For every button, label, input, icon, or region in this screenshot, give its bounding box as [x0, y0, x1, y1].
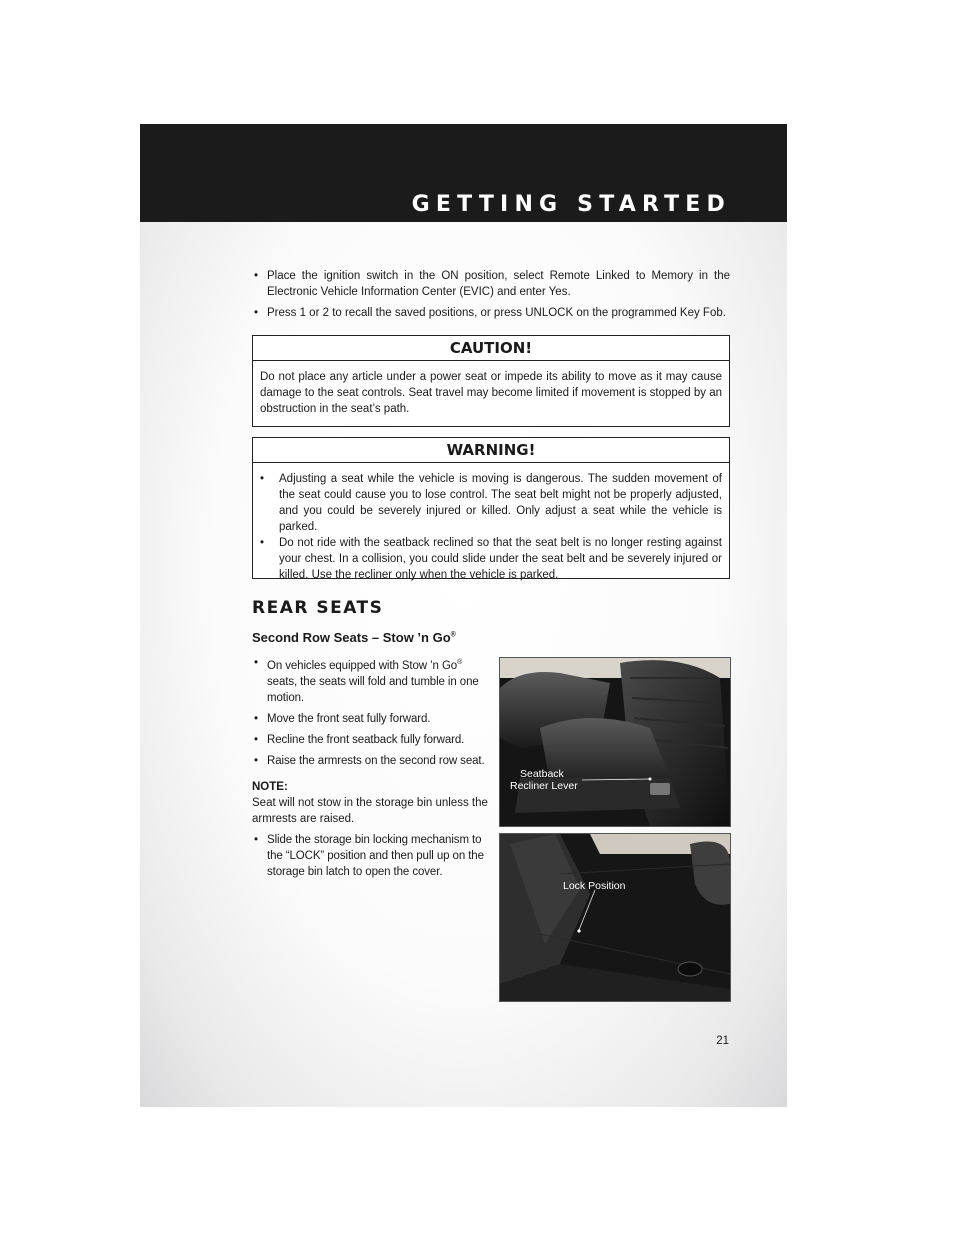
list-item: • Move the front seat fully forward. — [252, 711, 488, 727]
instruction-list-2 — [252, 832, 488, 880]
list-item: • Adjusting a seat while the vehicle is moving is dangerous. The sudden movement of the seat could cause you to lose control. The seat belt might not be properly adjusted, and you could be severely injured or killed. Only adjust a seat while the vehicle is parked. — [260, 471, 722, 535]
header-title: GETTING STARTED — [411, 192, 731, 217]
list-item: • Raise the armrests on the second row seat. — [252, 753, 488, 769]
registered-mark: ® — [457, 659, 463, 666]
warning-box — [252, 437, 730, 579]
list-item — [252, 655, 488, 706]
caution-text: Do not place any article under a power seat or impede its ability to move as it may cause damage to the seat controls. Seat travel may become limited if movement is stopped by an obstruction in the seat’s path. — [260, 371, 722, 415]
instructions-column — [252, 655, 488, 885]
bin-photo-drawing — [500, 834, 730, 1001]
warning-list — [260, 471, 722, 583]
seat-recliner-photo — [499, 657, 731, 827]
photo-label: Lock Position — [563, 880, 626, 892]
warning-title: WARNING! — [253, 438, 729, 463]
warning-body — [253, 463, 729, 592]
registered-mark: ® — [450, 631, 456, 639]
page — [140, 124, 787, 1107]
section-title: REAR SEATS — [252, 598, 384, 618]
list-item: • Recline the front seatback fully forward. — [252, 732, 488, 748]
page-header — [140, 124, 787, 222]
page-number: 21 — [716, 1035, 729, 1047]
subsection-title-text: Second Row Seats – Stow ’n Go — [252, 630, 451, 645]
instruction-list — [252, 655, 488, 769]
list-item-text: On vehicles equipped with Stow ’n Go — [267, 659, 458, 672]
list-item: • Slide the storage bin locking mechanism to the “LOCK” position and then pull up on the storage bin latch to open the cover. — [252, 832, 488, 880]
seat-photo-drawing — [500, 658, 730, 826]
list-item: • Press 1 or 2 to recall the saved positions, or press UNLOCK on the programmed Key Fob. — [252, 305, 730, 321]
storage-bin-photo — [499, 833, 731, 1002]
list-item: • Do not ride with the seatback reclined so that the seat belt is no longer resting against your chest. In a collision, you could slide under the seat belt and be severely injured or killed. Use the recliner only when the vehicle is parked. — [260, 535, 722, 583]
photo-label-line1: Seatback — [520, 768, 564, 780]
subsection-title — [252, 630, 456, 645]
note-label: NOTE: — [252, 780, 288, 793]
photo-label-line2: Recliner Lever — [510, 780, 578, 792]
intro-bullet-list — [252, 268, 730, 326]
note-text: Seat will not stow in the storage bin unless the armrests are raised. — [252, 796, 488, 825]
list-item-text: seats, the seats will fold and tumble in one motion. — [267, 675, 479, 704]
caution-box — [252, 335, 730, 427]
caution-title: CAUTION! — [253, 336, 729, 361]
list-item: • Place the ignition switch in the ON position, select Remote Linked to Memory in the Electronic Vehicle Information Center (EVIC) and enter Yes. — [252, 268, 730, 300]
